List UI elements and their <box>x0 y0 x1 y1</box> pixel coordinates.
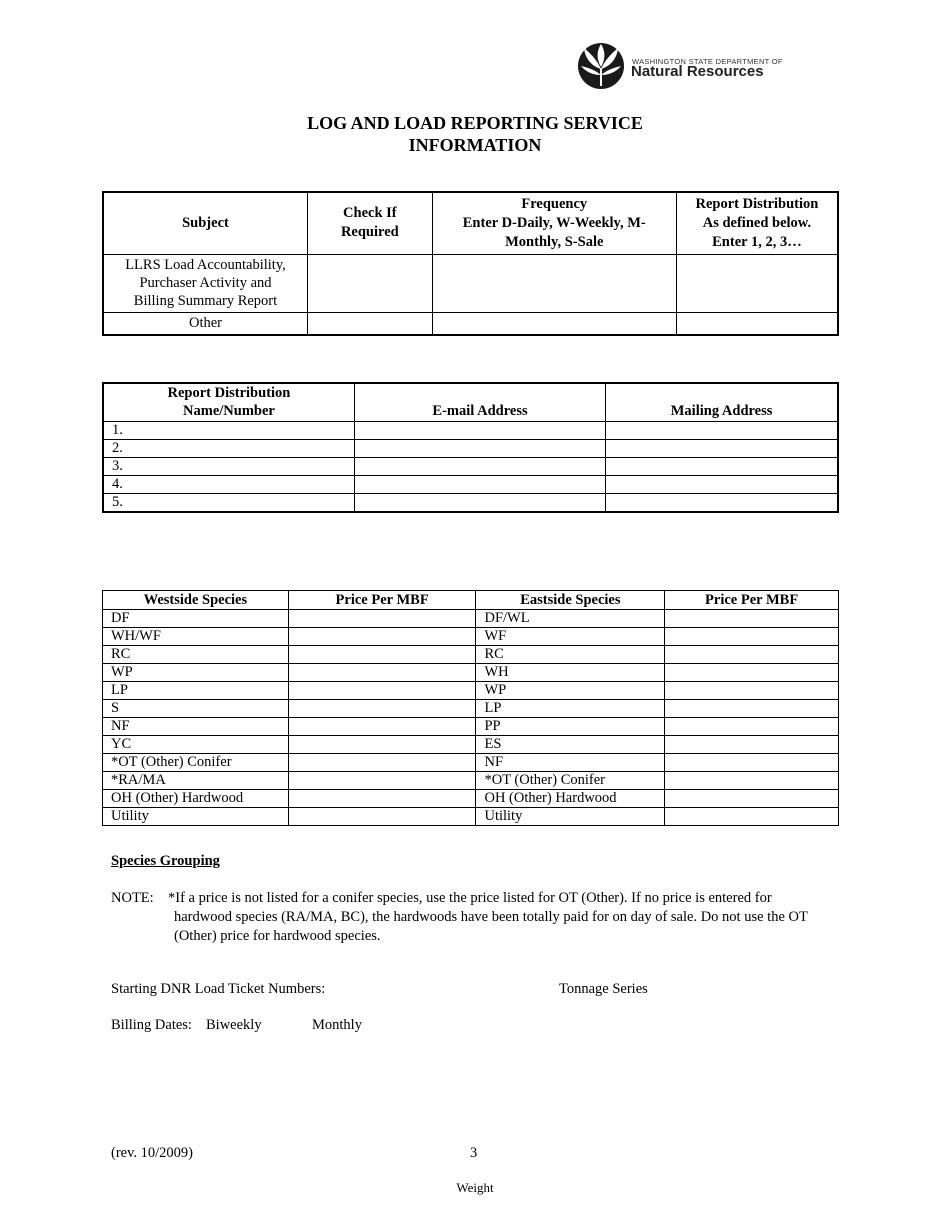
header-westside-price: Price Per MBF <box>288 591 476 610</box>
distribution-name-cell[interactable]: 3. <box>103 458 354 476</box>
note-line-2: hardwood species (RA/MA, BC), the hardwoods have been totally paid for on day of sale. Do not use the OT <box>174 909 808 925</box>
distribution-row <box>103 440 838 458</box>
header-report-distribution <box>676 192 838 254</box>
westside-price-cell[interactable] <box>288 736 476 754</box>
mailing-cell[interactable] <box>606 476 838 494</box>
species-row <box>103 700 839 718</box>
westside-price-cell[interactable] <box>288 610 476 628</box>
email-cell[interactable] <box>354 458 605 476</box>
header-check-line-1: Check If <box>343 205 397 222</box>
frequency-cell[interactable] <box>432 254 676 312</box>
report-distribution-cell[interactable] <box>676 312 838 335</box>
eastside-species-cell: PP <box>476 718 665 736</box>
subject-line-3: Billing Summary Report <box>133 293 278 309</box>
billing-dates-label: Billing Dates: <box>111 1017 192 1033</box>
page-title <box>0 112 950 156</box>
header-westside-species: Westside Species <box>103 591 289 610</box>
distribution-row <box>103 476 838 494</box>
westside-species-cell: NF <box>103 718 289 736</box>
species-price-table <box>102 590 839 826</box>
header-email: E-mail Address <box>354 383 605 422</box>
distribution-row <box>103 458 838 476</box>
distribution-table-header <box>103 383 838 422</box>
note-text <box>168 889 839 946</box>
header-frequency-line-1: Frequency <box>521 195 588 212</box>
westside-species-cell: Utility <box>103 808 289 826</box>
westside-price-cell[interactable] <box>288 790 476 808</box>
species-row <box>103 628 839 646</box>
distribution-name-cell[interactable]: 1. <box>103 422 354 440</box>
distribution-table <box>102 382 839 513</box>
eastside-species-cell: WH <box>476 664 665 682</box>
header-name-line-2: Name/Number <box>183 403 275 419</box>
westside-species-cell: YC <box>103 736 289 754</box>
species-row <box>103 754 839 772</box>
eastside-price-cell[interactable] <box>665 754 839 772</box>
eastside-species-cell: Utility <box>476 808 665 826</box>
species-row <box>103 646 839 664</box>
eastside-price-cell[interactable] <box>665 646 839 664</box>
subject-cell <box>103 254 307 312</box>
service-table <box>102 191 839 336</box>
header-name-line-1: Report Distribution <box>167 385 291 401</box>
service-row-other <box>103 312 838 335</box>
note-label: NOTE: <box>111 890 154 906</box>
eastside-price-cell[interactable] <box>665 628 839 646</box>
header-mailing: Mailing Address <box>606 383 838 422</box>
eastside-price-cell[interactable] <box>665 610 839 628</box>
eastside-price-cell[interactable] <box>665 772 839 790</box>
westside-species-cell: RC <box>103 646 289 664</box>
subject-line-2: Purchaser Activity and <box>139 275 272 291</box>
page-number: 3 <box>470 1145 478 1161</box>
species-row <box>103 772 839 790</box>
eastside-species-cell: OH (Other) Hardwood <box>476 790 665 808</box>
eastside-species-cell: LP <box>476 700 665 718</box>
header-distribution-line-3: Enter 1, 2, 3… <box>712 233 802 250</box>
species-row <box>103 664 839 682</box>
eastside-price-cell[interactable] <box>665 718 839 736</box>
species-row <box>103 736 839 754</box>
report-distribution-cell[interactable] <box>676 254 838 312</box>
eastside-species-cell: NF <box>476 754 665 772</box>
species-table-header <box>103 591 839 610</box>
header-subject-text: Subject <box>182 214 229 231</box>
dnr-logo <box>577 42 787 90</box>
check-required-cell[interactable] <box>307 312 432 335</box>
dnr-leaf-icon <box>577 42 627 90</box>
header-check-required <box>307 192 432 254</box>
header-distribution-line-1: Report Distribution <box>695 195 819 212</box>
header-eastside-species: Eastside Species <box>476 591 665 610</box>
email-cell[interactable] <box>354 422 605 440</box>
species-grouping-heading: Species Grouping <box>111 853 220 869</box>
service-row-llrs <box>103 254 838 312</box>
title-line-2: INFORMATION <box>408 135 542 155</box>
header-check-line-2: Required <box>340 224 399 241</box>
tonnage-series-label: Tonnage Series <box>559 981 648 997</box>
mailing-cell[interactable] <box>606 458 838 476</box>
eastside-species-cell: RC <box>476 646 665 664</box>
westside-species-cell: WH/WF <box>103 628 289 646</box>
subject-cell: Other <box>103 312 307 335</box>
westside-species-cell: DF <box>103 610 289 628</box>
frequency-cell[interactable] <box>432 312 676 335</box>
westside-price-cell[interactable] <box>288 754 476 772</box>
header-frequency-line-3: Monthly, S-Sale <box>505 233 604 250</box>
revision-date: (rev. 10/2009) <box>111 1145 194 1161</box>
mailing-cell[interactable] <box>606 494 838 513</box>
distribution-row <box>103 494 838 513</box>
logo-agency-text: WASHINGTON STATE DEPARTMENT OF <box>632 57 783 66</box>
eastside-species-cell: *OT (Other) Conifer <box>476 772 665 790</box>
distribution-name-cell[interactable]: 5. <box>103 494 354 513</box>
distribution-name-cell[interactable]: 2. <box>103 440 354 458</box>
check-required-cell[interactable] <box>307 254 432 312</box>
header-distribution-line-2: As defined below. <box>702 214 812 231</box>
header-eastside-price: Price Per MBF <box>665 591 839 610</box>
westside-species-cell: LP <box>103 682 289 700</box>
species-row <box>103 718 839 736</box>
westside-price-cell[interactable] <box>288 718 476 736</box>
species-row <box>103 682 839 700</box>
note-line-3: (Other) price for hardwood species. <box>174 928 381 944</box>
westside-species-cell: *OT (Other) Conifer <box>103 754 289 772</box>
note-line-1: *If a price is not listed for a conifer species, use the price listed for OT (Other). If no price is entered for <box>168 890 772 906</box>
eastside-price-cell[interactable] <box>665 682 839 700</box>
header-frequency-line-2: Enter D-Daily, W-Weekly, M- <box>462 214 646 231</box>
subject-line-1: LLRS Load Accountability, <box>125 257 286 273</box>
westside-price-cell[interactable] <box>288 628 476 646</box>
westside-price-cell[interactable] <box>288 646 476 664</box>
monthly-option[interactable]: Monthly <box>312 1017 362 1033</box>
westside-price-cell[interactable] <box>288 664 476 682</box>
species-row <box>103 808 839 826</box>
email-cell[interactable] <box>354 476 605 494</box>
load-ticket-label: Starting DNR Load Ticket Numbers: <box>111 981 326 997</box>
mailing-cell[interactable] <box>606 440 838 458</box>
westside-species-cell: WP <box>103 664 289 682</box>
westside-price-cell[interactable] <box>288 700 476 718</box>
email-cell[interactable] <box>354 440 605 458</box>
eastside-price-cell[interactable] <box>665 790 839 808</box>
biweekly-option[interactable]: Biweekly <box>206 1017 262 1033</box>
header-distribution-name <box>103 383 354 422</box>
mailing-cell[interactable] <box>606 422 838 440</box>
species-table-body <box>103 610 839 826</box>
species-row <box>103 790 839 808</box>
service-table-header <box>103 192 838 254</box>
species-row <box>103 610 839 628</box>
distribution-name-cell[interactable]: 4. <box>103 476 354 494</box>
logo-brand-text: Natural Resources <box>631 63 764 80</box>
eastside-species-cell: WF <box>476 628 665 646</box>
eastside-price-cell[interactable] <box>665 736 839 754</box>
eastside-price-cell[interactable] <box>665 664 839 682</box>
eastside-price-cell[interactable] <box>665 808 839 826</box>
eastside-species-cell: ES <box>476 736 665 754</box>
weight-label: Weight <box>456 1180 494 1195</box>
eastside-species-cell: WP <box>476 682 665 700</box>
westside-species-cell: S <box>103 700 289 718</box>
westside-price-cell[interactable] <box>288 772 476 790</box>
title-line-1: LOG AND LOAD REPORTING SERVICE <box>307 113 643 133</box>
westside-price-cell[interactable] <box>288 682 476 700</box>
eastside-species-cell: DF/WL <box>476 610 665 628</box>
westside-species-cell: OH (Other) Hardwood <box>103 790 289 808</box>
eastside-price-cell[interactable] <box>665 700 839 718</box>
email-cell[interactable] <box>354 494 605 513</box>
distribution-row <box>103 422 838 440</box>
header-frequency <box>432 192 676 254</box>
westside-species-cell: *RA/MA <box>103 772 289 790</box>
westside-price-cell[interactable] <box>288 808 476 826</box>
header-subject <box>103 192 307 254</box>
